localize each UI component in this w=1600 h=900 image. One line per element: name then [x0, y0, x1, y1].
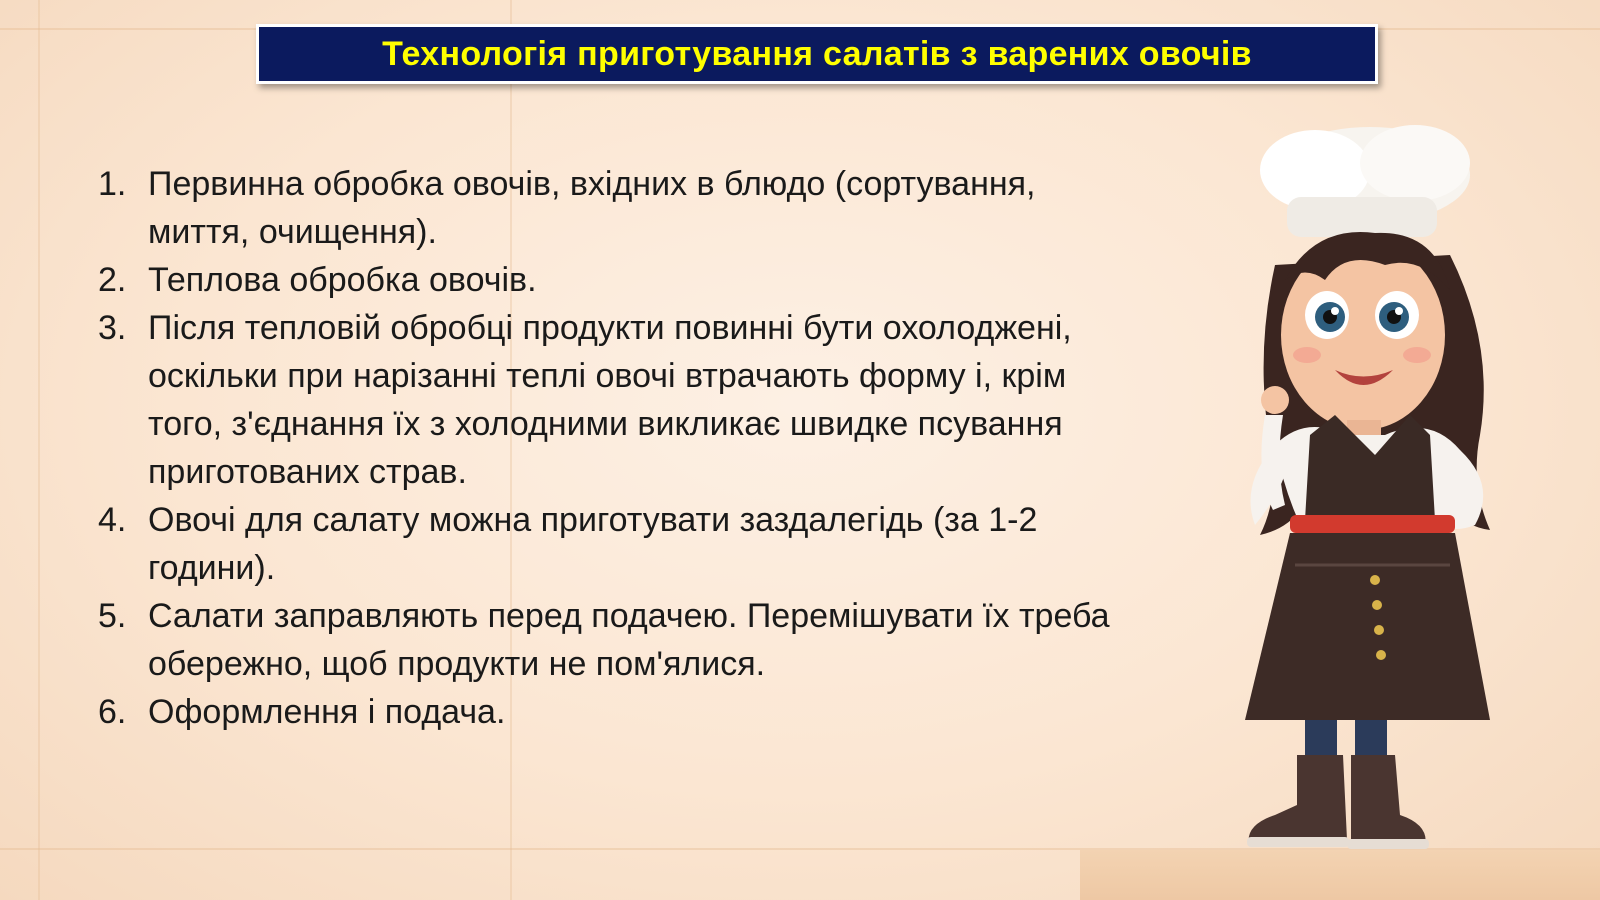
chef-girl-illustration — [1235, 115, 1525, 885]
background-line — [38, 0, 40, 900]
apron-skirt — [1245, 533, 1490, 720]
list-item — [98, 592, 1138, 688]
hand — [1261, 386, 1289, 414]
list-item-number: 5. — [98, 597, 127, 635]
boots-icon — [1247, 755, 1429, 849]
list-item-text: Овочі для салату можна приготувати заздалегідь (за 1-2 години). — [148, 501, 1038, 587]
list-item-text: Теплова обробка овочів. — [148, 261, 537, 299]
list-item-number: 3. — [98, 309, 127, 347]
list-item-number: 2. — [98, 261, 127, 299]
title-banner — [256, 24, 1378, 84]
steps-list — [98, 160, 1138, 736]
list-item — [98, 496, 1138, 592]
list-item — [98, 304, 1138, 496]
list-item-number: 6. — [98, 693, 127, 731]
list-item — [98, 160, 1138, 256]
list-item-text: Первинна обробка овочів, вхідних в блюдо (сортування, миття, очищення). — [148, 165, 1036, 251]
list-item-text: Після тепловій обробці продукти повинні бути охолоджені, оскільки при нарізанні теплі овочі втрачають форму і, крім того, з'єднання їх з холодними викликає швидке псування приготованих страв. — [148, 309, 1072, 491]
list-item-number: 1. — [98, 165, 127, 203]
red-belt — [1290, 515, 1455, 533]
slide-title: Технологія приготування салатів з варених овочів — [382, 34, 1252, 73]
list-item — [98, 688, 1138, 736]
list-item-text: Салати заправляють перед подачею. Перемішувати їх треба обережно, щоб продукти не пом'ялися. — [148, 597, 1110, 683]
list-item — [98, 256, 1138, 304]
chef-hat-icon — [1260, 125, 1470, 237]
list-item-number: 4. — [98, 501, 127, 539]
list-item-text: Оформлення і подача. — [148, 693, 506, 731]
